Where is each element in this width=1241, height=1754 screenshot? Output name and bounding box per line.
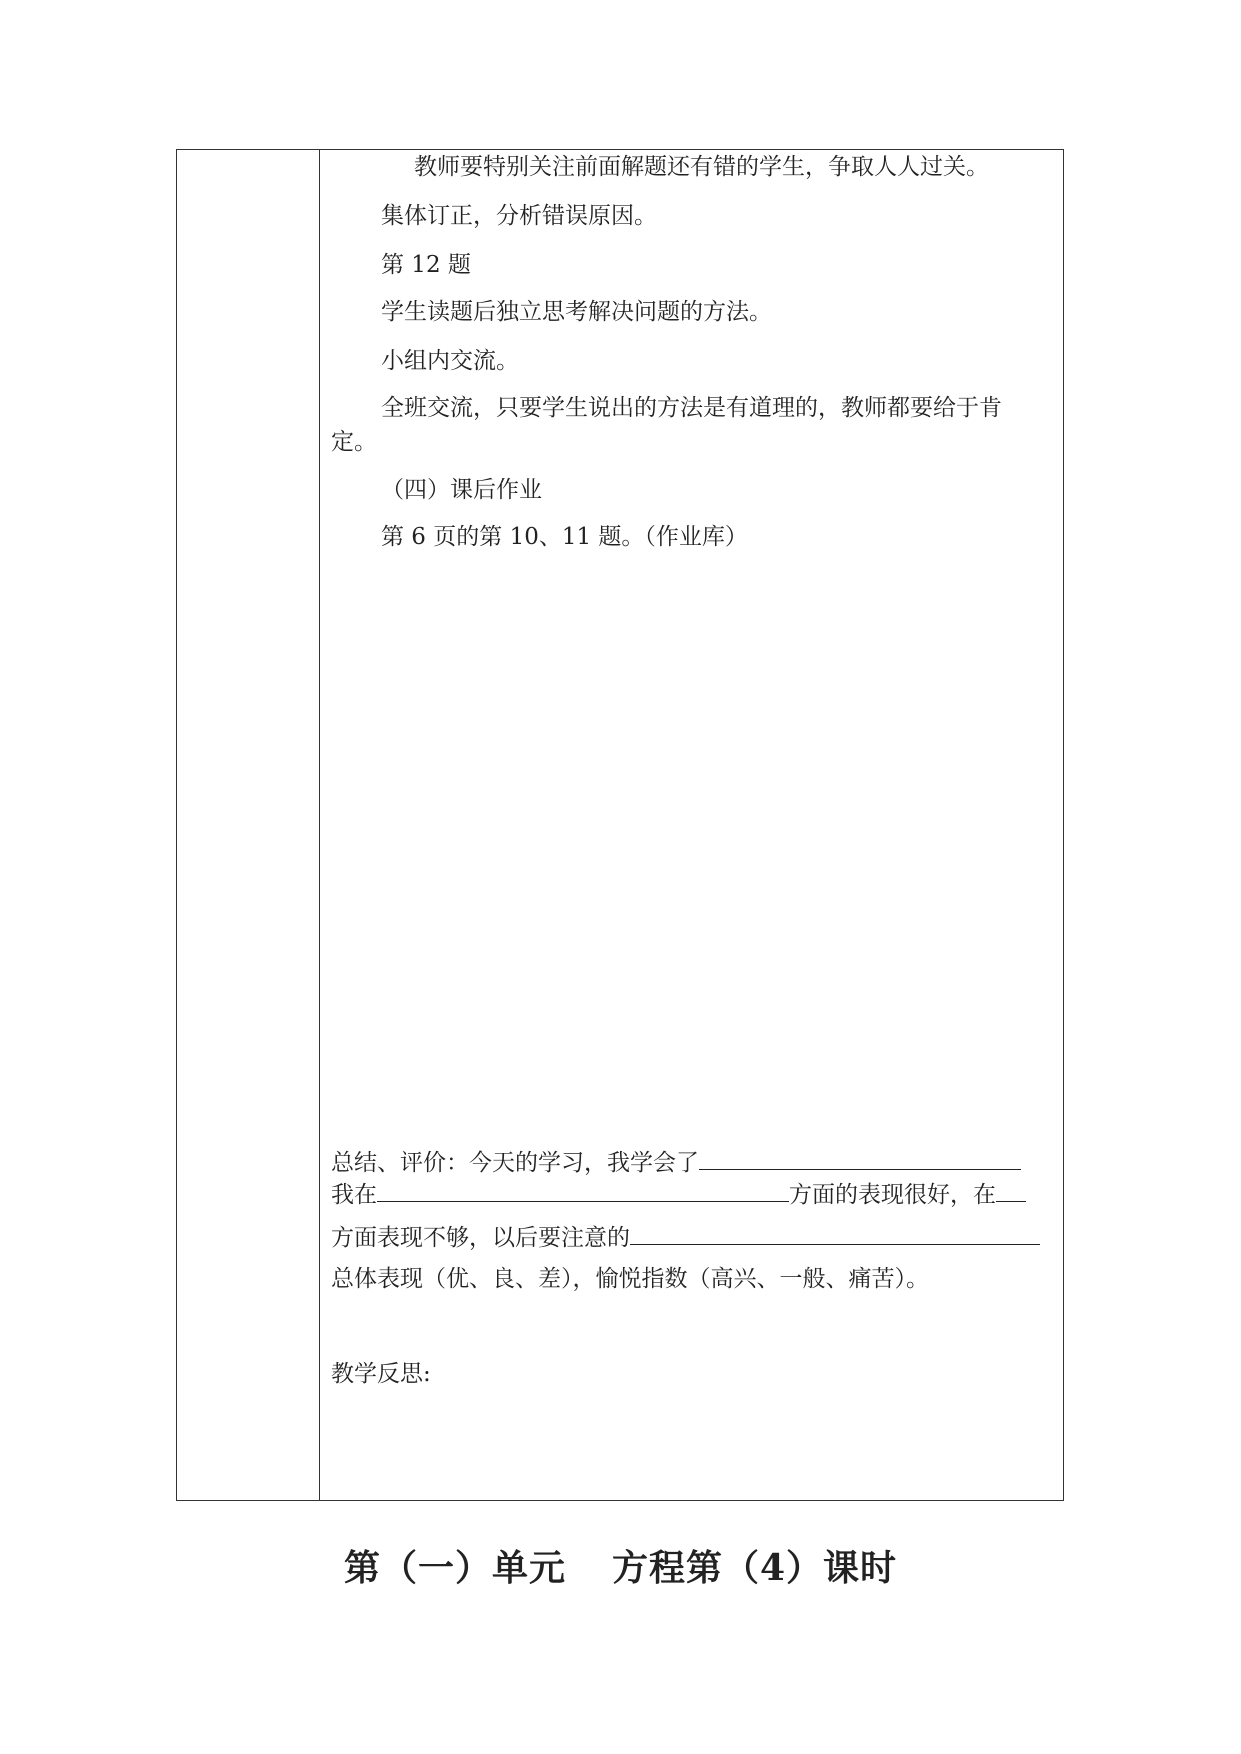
paragraph-attention: 教师要特别关注前面解题还有错的学生，争取人人过关。 — [414, 154, 989, 180]
column-divider — [319, 150, 320, 1500]
summary-performance-middle: 方面的表现很好，在 — [789, 1182, 996, 1208]
homework-assignment: 第 6 页的第 10、11 题。（作业库） — [381, 524, 748, 550]
paragraph-group-exchange: 小组内交流。 — [381, 348, 519, 374]
section-homework-heading: （四）课后作业 — [381, 477, 542, 503]
summary-line-learned — [331, 1148, 1021, 1178]
summary-line-performance — [331, 1180, 1026, 1210]
next-lesson-heading — [0, 1545, 1241, 1591]
summary-overall-rating: 总体表现（优、良、差），愉悦指数（高兴、一般、痛苦）。 — [331, 1266, 929, 1292]
blank-good-aspect[interactable] — [377, 1181, 789, 1202]
blank-improve[interactable] — [630, 1224, 1040, 1245]
teaching-reflection-label: 教学反思: — [331, 1361, 431, 1387]
unit-label: 第（一）单元 — [343, 1547, 566, 1589]
paragraph-class-exchange-cont: 定。 — [331, 429, 377, 455]
blank-learned[interactable] — [699, 1149, 1021, 1170]
summary-improve-label: 方面表现不够，以后要注意的 — [331, 1225, 630, 1251]
paragraph-correction: 集体订正，分析错误原因。 — [381, 203, 657, 229]
paragraph-class-exchange: 全班交流，只要学生说出的方法是有道理的，教师都要给于肯 — [381, 395, 1002, 421]
summary-learned-label: 总结、评价：今天的学习，我学会了 — [331, 1150, 699, 1176]
lesson-label: 方程第（4）课时 — [611, 1547, 898, 1589]
paragraph-read-think: 学生读题后独立思考解决问题的方法。 — [381, 299, 772, 325]
summary-line-improve — [331, 1223, 1040, 1253]
paragraph-question-12: 第 12 题 — [381, 252, 471, 278]
blank-weak-aspect[interactable] — [996, 1181, 1026, 1202]
summary-performance-label: 我在 — [331, 1182, 377, 1208]
lesson-table — [176, 149, 1064, 1501]
